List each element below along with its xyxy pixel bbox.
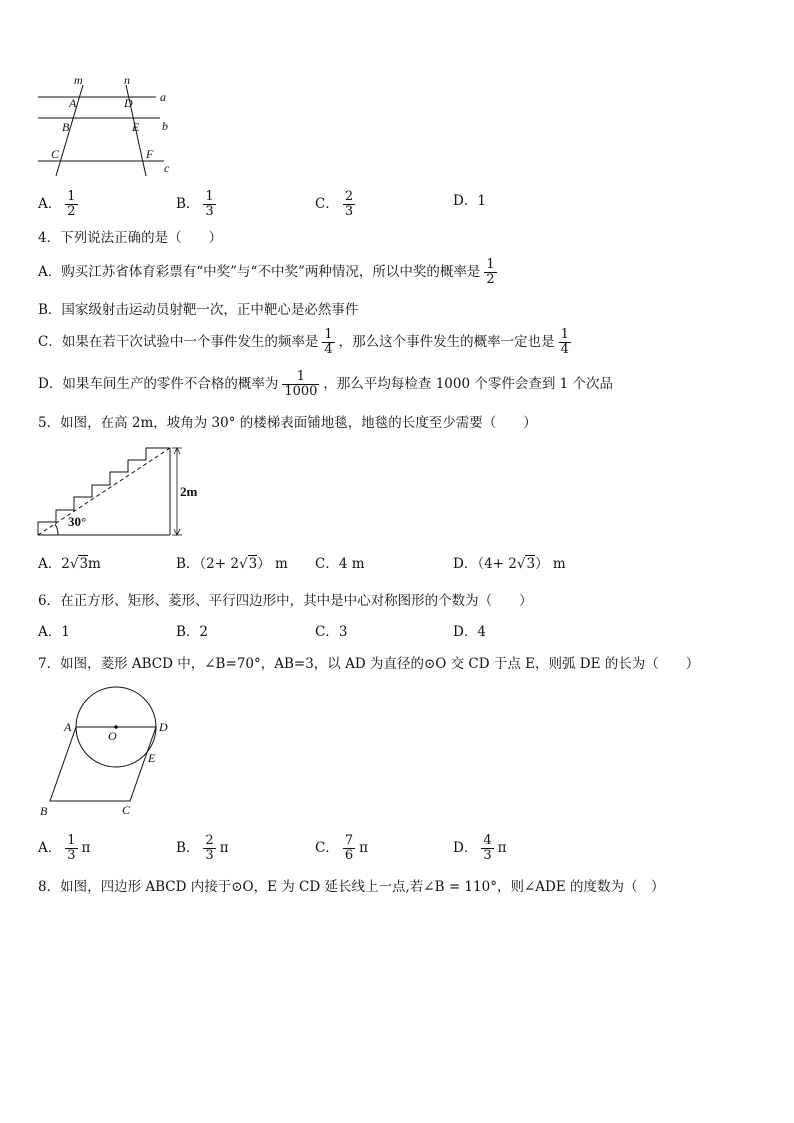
sqrt-sign: √ xyxy=(238,556,248,572)
q7-stem: 7．如图，菱形 ABCD 中，∠B=70°，AB=3，以 AD 为直径的⊙O 交 CD 于点 E，则弧 DE 的长为（ ） xyxy=(38,656,700,672)
q8-stem: 8．如图，四边形 ABCD 内接于⊙O，E 为 CD 延长线上一点,若∠B = 110°，则∠ADE 的度数为（ ） xyxy=(38,879,665,895)
q4-option-b[interactable]: B．国家级射击运动员射靶一次，正中靶心是必然事件 xyxy=(38,302,359,318)
q7-option-a[interactable]: A． $\frac{1}{3}$ π xyxy=(38,833,91,863)
label-O: O xyxy=(108,729,117,743)
fraction: $\frac{1}{1000}$ xyxy=(284,369,318,399)
fraction: $\frac{1}{2}$ xyxy=(486,257,495,287)
q4-option-d[interactable]: D．如果车间生产的零件不合格的概率为 $\frac{1}{1000}$ ，那么平均每检查 1000 个零件会查到 1 个次品 xyxy=(38,369,614,399)
fraction: $\frac{1}{4}$ xyxy=(560,327,569,357)
rhombus-circle-diagram xyxy=(36,684,186,822)
q5-stem: 5．如图，在高 2m，坡角为 30° 的楼梯表面铺地毯，地毯的长度至少需要（ ） xyxy=(38,415,537,431)
q4-option-a[interactable]: A．购买江苏省体育彩票有“中奖”与“不中奖”两种情况，所以中奖的概率是 $\frac{1}{2}$ xyxy=(38,257,495,287)
q6-option-d[interactable]: D．4 xyxy=(453,624,486,640)
label-B: B xyxy=(40,804,48,818)
label-C: C xyxy=(51,147,60,161)
label-E: E xyxy=(132,120,140,134)
q5-option-d[interactable]: D．（4+ 2√3） m xyxy=(453,556,566,572)
q3-option-c[interactable] xyxy=(315,190,359,219)
q5-option-c[interactable]: C．4 m xyxy=(315,556,365,572)
label-A: A xyxy=(69,96,77,110)
q5-option-b[interactable]: B．（2+ 2√3） m xyxy=(176,556,288,572)
option-letter: A． xyxy=(38,196,62,212)
fraction: $\frac{1}{2}$ xyxy=(67,189,76,219)
label-b: b xyxy=(162,119,168,133)
q3-option-d[interactable] xyxy=(453,191,486,211)
option-letter: C． xyxy=(315,196,339,212)
label-F: F xyxy=(146,147,154,161)
q6-option-c[interactable]: C．3 xyxy=(315,624,348,640)
fraction: $\frac{4}{3}$ xyxy=(483,833,492,863)
q3-figure xyxy=(36,72,186,180)
option-value: 1 xyxy=(477,193,486,209)
staircase-diagram xyxy=(36,440,216,540)
fraction: $\frac{2}{3}$ xyxy=(344,189,354,219)
label-a: a xyxy=(160,90,166,104)
angle-label: 30° xyxy=(68,514,87,529)
q6-stem: 6．在正方形、矩形、菱形、平行四边形中，其中是中心对称图形的个数为（ ） xyxy=(38,593,533,609)
label-C: C xyxy=(122,803,131,817)
label-D: D xyxy=(124,96,133,110)
label-B: B xyxy=(62,120,70,134)
q3-option-b[interactable] xyxy=(176,190,220,219)
label-n: n xyxy=(124,73,130,87)
q7-figure xyxy=(36,684,186,822)
fraction: $\frac{1}{4}$ xyxy=(324,327,333,357)
sqrt-sign: √ xyxy=(516,556,526,572)
label-D: D xyxy=(159,720,168,734)
q7-option-c[interactable]: C． $\frac{7}{6}$ π xyxy=(315,833,368,863)
q4-option-c[interactable]: C．如果在若干次试验中一个事件发生的频率是 $\frac{1}{4}$ ，那么这个事件发生的概率一定也是 $\frac{1}{4}$ xyxy=(38,327,569,357)
parallel-lines-diagram xyxy=(36,72,186,180)
option-letter: B． xyxy=(176,196,200,212)
label-c: c xyxy=(164,161,170,175)
q7-option-d[interactable]: D． $\frac{4}{3}$ π xyxy=(453,833,507,863)
label-A: A xyxy=(64,720,72,734)
q4-stem: 4．下列说法正确的是（ ） xyxy=(38,230,223,246)
fraction: $\frac{7}{6}$ xyxy=(344,833,354,863)
q7-option-b[interactable]: B． $\frac{2}{3}$ π xyxy=(176,833,229,863)
q6-option-b[interactable]: B．2 xyxy=(176,624,209,640)
fraction: $\frac{1}{3}$ xyxy=(67,833,76,863)
q3-option-a[interactable] xyxy=(38,190,82,219)
sqrt-sign: √ xyxy=(69,556,79,572)
label-E: E xyxy=(148,751,156,765)
fraction: $\frac{1}{3}$ xyxy=(205,189,214,219)
q5-option-a[interactable]: A．2√3m xyxy=(38,556,101,572)
label-m: m xyxy=(74,73,83,87)
fraction: $\frac{2}{3}$ xyxy=(205,833,214,863)
q5-figure xyxy=(36,440,216,540)
height-label: 2m xyxy=(180,484,198,499)
option-letter: D． xyxy=(453,193,478,209)
q6-option-a[interactable]: A．1 xyxy=(38,624,70,640)
